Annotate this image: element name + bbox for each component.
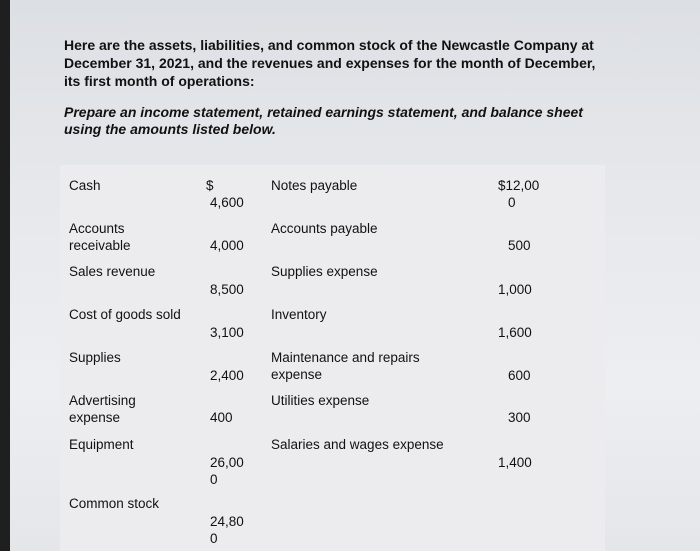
cash-amount: 4,600 bbox=[210, 195, 244, 210]
cash-label: Cash bbox=[69, 178, 101, 193]
notes-payable-label: Notes payable bbox=[271, 178, 358, 193]
utilities-expense-amount: 300 bbox=[508, 410, 531, 425]
sales-revenue-amount: 8,500 bbox=[210, 282, 244, 297]
notes-payable-amount: $12,00 bbox=[498, 178, 540, 193]
common-stock-amount-cont: 0 bbox=[210, 531, 218, 546]
advertising-expense-label: Advertising bbox=[69, 393, 136, 408]
salaries-wages-label: Salaries and wages expense bbox=[271, 437, 444, 452]
supplies-expense-label: Supplies expense bbox=[271, 264, 378, 279]
cost-of-goods-sold-amount: 3,100 bbox=[210, 325, 244, 340]
accounts-receivable-label-cont: receivable bbox=[69, 238, 131, 253]
advertising-expense-amount: 400 bbox=[210, 410, 233, 425]
common-stock-label: Common stock bbox=[69, 496, 160, 511]
utilities-expense-label: Utilities expense bbox=[271, 393, 370, 408]
supplies-expense-amount: 1,000 bbox=[498, 282, 532, 297]
accounts-table bbox=[60, 165, 605, 551]
maintenance-repairs-amount: 600 bbox=[508, 368, 531, 383]
accounts-receivable-amount: 4,000 bbox=[210, 238, 244, 253]
supplies-label: Supplies bbox=[69, 350, 121, 365]
salaries-wages-amount: 1,400 bbox=[498, 455, 532, 470]
equipment-amount-cont: 0 bbox=[210, 472, 218, 487]
accounts-payable-label: Accounts payable bbox=[271, 221, 378, 236]
sales-revenue-label: Sales revenue bbox=[69, 264, 156, 279]
problem-intro: Here are the assets, liabilities, and common stock of the Newcastle Company at December 31, 2021, and the revenues and expenses for the month of December, its first month of operations: bbox=[64, 37, 596, 89]
accounts-payable-amount: 500 bbox=[508, 238, 531, 253]
inventory-amount: 1,600 bbox=[498, 325, 532, 340]
problem-sheet bbox=[10, 0, 700, 551]
maintenance-repairs-label: Maintenance and repairs bbox=[271, 350, 420, 365]
maintenance-repairs-label-cont: expense bbox=[271, 367, 323, 382]
notes-payable-amount-cont: 0 bbox=[508, 195, 516, 210]
advertising-expense-label-cont: expense bbox=[69, 410, 121, 425]
cash-currency: $ bbox=[206, 178, 214, 193]
common-stock-amount: 24,80 bbox=[210, 514, 244, 529]
inventory-label: Inventory bbox=[271, 307, 327, 322]
cost-of-goods-sold-label: Cost of goods sold bbox=[69, 307, 181, 322]
task-instructions: Prepare an income statement, retained earnings statement, and balance sheet using the amounts listed below. bbox=[64, 104, 583, 137]
equipment-label: Equipment bbox=[69, 437, 134, 452]
equipment-amount: 26,00 bbox=[210, 455, 244, 470]
supplies-amount: 2,400 bbox=[210, 368, 244, 383]
accounts-receivable-label: Accounts bbox=[69, 221, 125, 236]
